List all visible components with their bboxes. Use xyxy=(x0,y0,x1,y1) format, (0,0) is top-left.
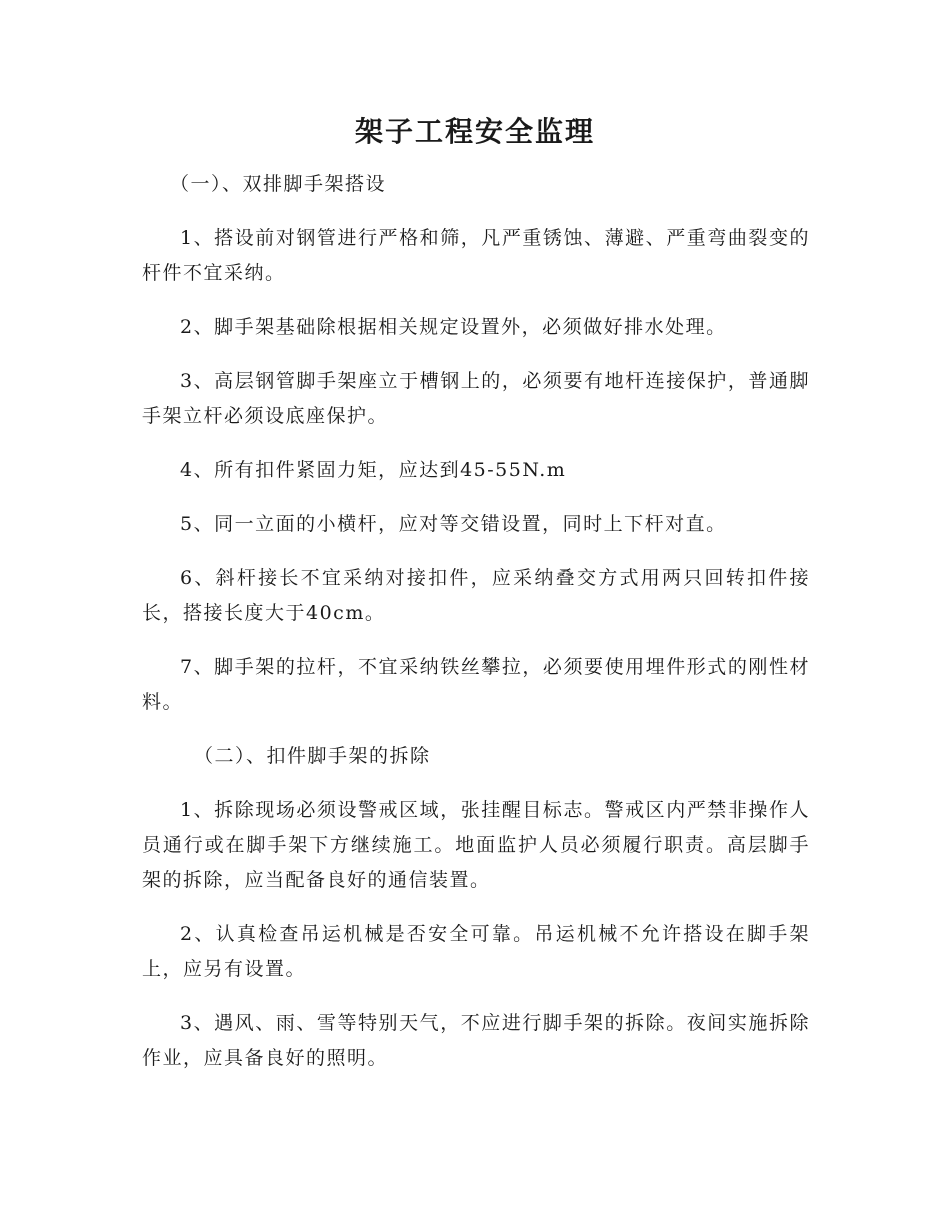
section-scaffold-removal xyxy=(142,739,810,1076)
paragraph: 3、遇风、雨、雪等特别天气，不应进行脚手架的拆除。夜间实施拆除作业，应具备良好的照明。 xyxy=(142,1012,810,1069)
paragraph: 7、脚手架的拉杆，不宜采纳铁丝攀拉，必须要使用埋件形式的刚性材料。 xyxy=(142,656,810,713)
paragraph: 5、同一立面的小横杆，应对等交错设置，同时上下杆对直。 xyxy=(180,513,727,535)
paragraph: 2、认真检查吊运机械是否安全可靠。吊运机械不允许搭设在脚手架上，应另有设置。 xyxy=(142,923,810,980)
paragraph: 3、高层钢管脚手架座立于槽钢上的，必须要有地杆连接保护，普通脚手架立杆必须设底座保护。 xyxy=(142,370,810,427)
section-scaffold-erection xyxy=(142,167,810,720)
document-title: 架子工程安全监理 xyxy=(354,115,595,148)
section-heading: （一）、双排脚手架搭设 xyxy=(170,173,387,195)
paragraph: 4、所有扣件紧固力矩，应达到45-55N.m xyxy=(180,459,567,481)
document-body xyxy=(142,167,810,1095)
paragraph: 2、脚手架基础除根据相关规定设置外，必须做好排水处理。 xyxy=(180,316,727,338)
section-heading: （二）、扣件脚手架的拆除 xyxy=(194,745,431,767)
paragraph: 1、搭设前对钢管进行严格和筛，凡严重锈蚀、薄避、严重弯曲裂变的杆件不宜采纳。 xyxy=(142,227,810,284)
paragraph: 6、斜杆接长不宜采纳对接扣件，应采纳叠交方式用两只回转扣件接长，搭接长度大于40cm。 xyxy=(142,567,810,624)
paragraph: 1、拆除现场必须设警戒区域，张挂醒目标志。警戒区内严禁非操作人员通行或在脚手架下方继续施工。地面监护人员必须履行职责。高层脚手架的拆除，应当配备良好的通信装置。 xyxy=(142,799,810,891)
